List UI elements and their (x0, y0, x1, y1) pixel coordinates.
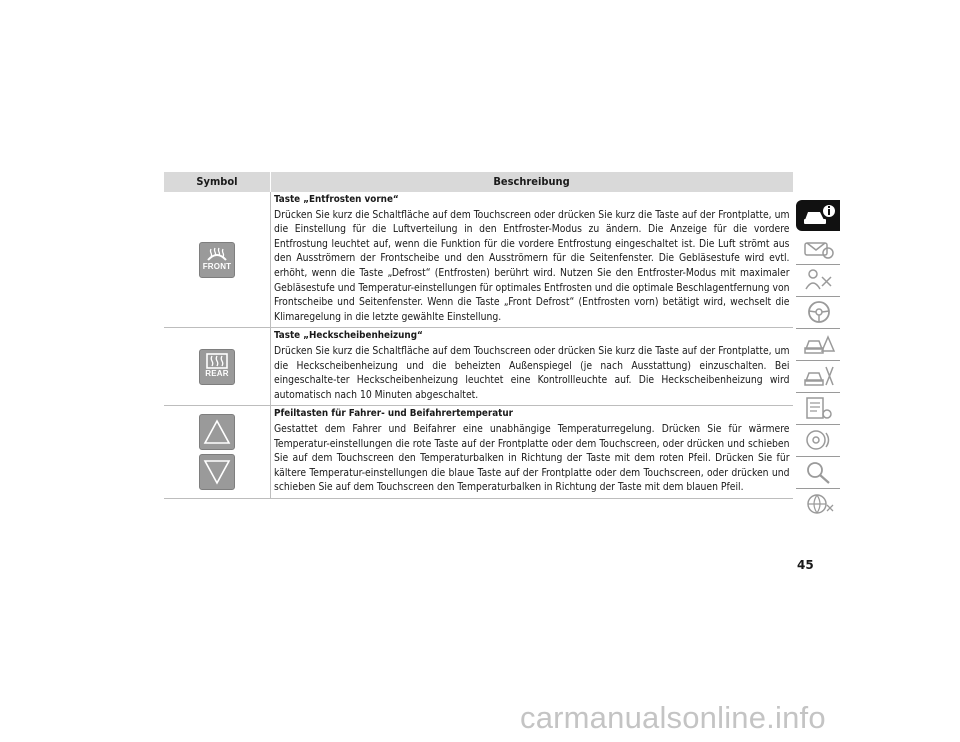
temperature-down-icon (199, 454, 235, 490)
table-row (164, 192, 793, 328)
row-title: Pfeiltasten für Fahrer- und Beifahrertemperatur (274, 408, 514, 420)
tab-warning[interactable] (796, 328, 840, 361)
tab-index[interactable] (796, 456, 840, 489)
rear-defrost-icon (199, 349, 235, 385)
symbol-cell (164, 192, 271, 328)
tab-specifications[interactable] (796, 392, 840, 425)
description-cell (271, 192, 793, 328)
index-search-icon (802, 459, 836, 485)
header-description: Beschreibung (271, 172, 793, 192)
tab-safety[interactable] (796, 264, 840, 297)
car-info-icon (802, 203, 836, 229)
language-icon (802, 491, 836, 517)
tab-steering[interactable] (796, 296, 840, 329)
row-title: Taste „Heckscheibenheizung“ (274, 330, 423, 342)
getting-started-icon (802, 235, 836, 261)
rear-icon-label: REAR (205, 369, 229, 379)
symbol-cell (164, 406, 271, 499)
table-header-row (164, 172, 793, 192)
watermark: carmanualsonline.info (520, 700, 826, 735)
symbol-cell (164, 328, 271, 406)
tab-multimedia[interactable] (796, 424, 840, 457)
description-cell (271, 406, 793, 499)
row-text: Drücken Sie kurz die Schaltfläche auf dem Touchscreen oder drücken Sie kurz die Taste auf der Frontplatte, um die Einstellung für die Luftverteilung in den Entfroster-Modus zu ändern. Die Anzeige für die vordere Entfrostung leuchtet auf, wenn die Funktion für die vordere Entfrostung eingeschaltet ist. Die Luft strömt aus den Ausströmern der Frontscheibe und den Ausströmern für die Seitenfenster. Die Gebläsestufe wird evtl. erhöht, wenn die Taste „Defrost“ (Entfrosten) berührt wird. Nutzen Sie den Entfroster-Modus mit maximaler Gebläsestufe und Temperatur-einstellungen für optimales Entfrosten und die optimale Beschlagentfernung von Frontscheibe und Seitenfenster. Wenn die Taste „Front Defrost“ (Entfrosten vorn) betätigt wird, wechselt die Klimaregelung in die letzte gewählte Einstellung. (274, 208, 790, 323)
table-row (164, 328, 793, 406)
table-row (164, 406, 793, 499)
front-icon-label: FRONT (202, 262, 232, 272)
tab-car-info[interactable] (796, 200, 840, 231)
tab-getting-started[interactable] (796, 232, 840, 265)
car-warning-icon (802, 331, 836, 357)
specifications-icon (802, 395, 836, 421)
safety-icon (802, 267, 836, 293)
steering-wheel-icon (802, 299, 836, 325)
page-number: 45 (797, 558, 814, 572)
description-table (164, 172, 793, 499)
row-text: Gestattet dem Fahrer und Beifahrer eine unabhängige Temperaturregelung. Drücken Sie für wärmere Temperatur-einstellungen die rote Taste auf der Frontplatte oder dem Touchscreen, oder drücken und schieben Sie auf dem Touchscreen den Temperaturbalken in Richtung der Taste mit dem roten Pfeil. Drücken Sie für kältere Temperatur-einstellungen die blaue Taste auf der Frontplatte oder dem Touchscreen, oder drücken und schieben Sie auf dem Touchscreen den Temperaturbalken in Richtung der Taste mit dem blauen Pfeil. (274, 422, 790, 494)
tab-language[interactable] (796, 488, 840, 520)
row-title: Taste „Entfrosten vorne“ (274, 194, 399, 205)
row-text: Drücken Sie kurz die Schaltfläche auf dem Touchscreen oder drücken Sie kurz die Taste auf der Frontplatte, um die Heckscheibenheizung und die beheizten Außenspiegel (je nach Ausstattung) einzuschalten. Bei eingeschalte-ter Heckscheibenheizung leuchtet eine Kontrollleuchte auf. Die Heckscheibenheizung wird automatisch nach 10 Minuten abgeschaltet. (274, 344, 790, 401)
car-service-icon (802, 363, 836, 389)
multimedia-icon (802, 427, 836, 453)
description-cell (271, 328, 793, 406)
front-defrost-icon (199, 242, 235, 278)
temperature-up-icon (199, 414, 235, 450)
header-symbol: Symbol (164, 172, 271, 192)
tab-service[interactable] (796, 360, 840, 393)
